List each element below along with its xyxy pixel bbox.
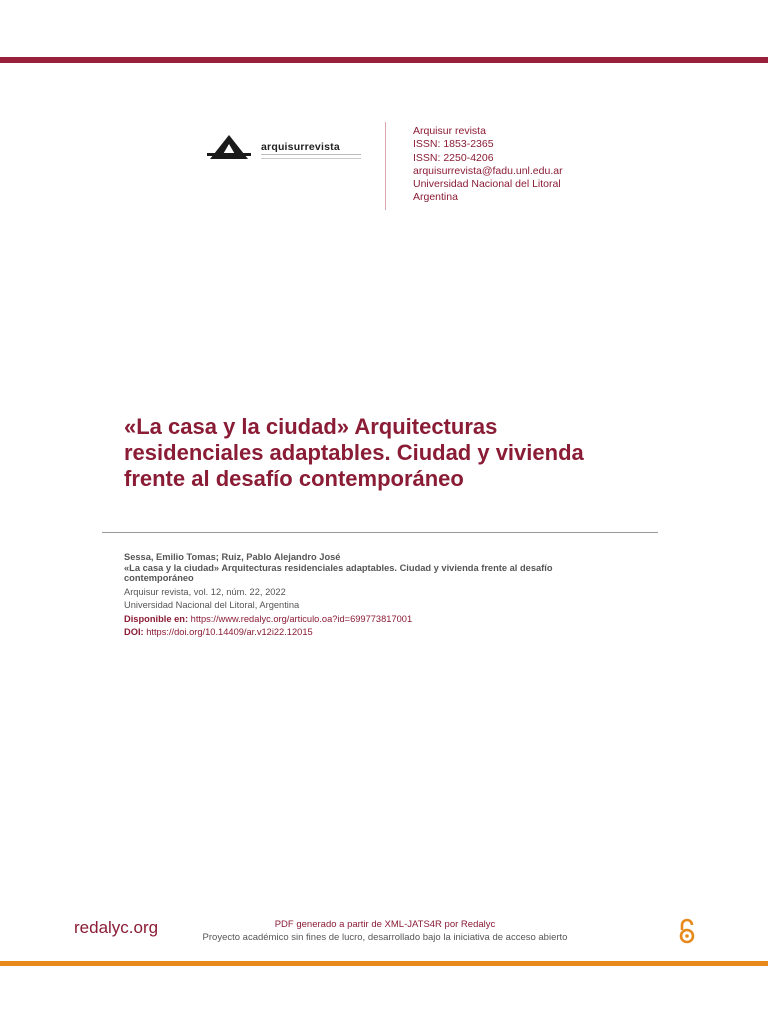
journal-logo-text: arquisurrevista: [261, 141, 340, 153]
journal-logo: [207, 134, 367, 164]
available-label: Disponible en:: [124, 613, 189, 624]
doi-label: DOI:: [124, 627, 144, 637]
journal-logo-underline: [261, 154, 361, 159]
header-divider: [385, 122, 386, 210]
citation-available: [124, 614, 614, 625]
citation-title: «La casa y la ciudad» Arquitecturas residenciales adaptables. Ciudad y vivienda frente al desafío contemporáneo: [124, 562, 553, 583]
title-divider: [102, 532, 658, 533]
citation-authors: Sessa, Emilio Tomas; Ruiz, Pablo Alejandro José: [124, 552, 341, 562]
open-access-lock-icon: [678, 918, 696, 944]
bottom-accent-bar: [0, 961, 768, 966]
footer-text: [180, 919, 590, 944]
footer-generated-by: PDF generado a partir de XML-JATS4R por Redalyc: [274, 919, 496, 930]
footer-project-note: Proyecto académico sin fines de lucro, desarrollado bajo la iniciativa de acceso abierto: [202, 931, 568, 943]
doi-link[interactable]: https://doi.org/10.14409/ar.v12i22.12015: [146, 627, 313, 637]
journal-name: Arquisur revista: [413, 125, 486, 137]
citation-block: [124, 552, 614, 638]
redalyc-logo-text: redalyc.org: [74, 918, 159, 937]
journal-info: [413, 125, 563, 205]
citation-doi: [124, 627, 614, 638]
citation-journal: Arquisur revista, vol. 12, núm. 22, 2022: [124, 586, 286, 597]
citation-institution: Universidad Nacional del Litoral, Argentina: [124, 600, 300, 610]
triangle-a-logo-icon: [207, 134, 251, 160]
journal-issn-online: ISSN: 2250-4206: [413, 151, 494, 164]
journal-email[interactable]: arquisurrevista@fadu.unl.edu.ar: [413, 164, 563, 177]
redalyc-logo: [74, 918, 166, 944]
journal-country: Argentina: [413, 191, 458, 204]
top-accent-bar: [0, 57, 768, 63]
article-title: «La casa y la ciudad» Arquitecturas residenciales adaptables. Ciudad y vivienda frente al desafío contemporáneo: [124, 414, 584, 491]
available-link[interactable]: https://www.redalyc.org/articulo.oa?id=699773817001: [190, 613, 413, 624]
journal-issn-print: ISSN: 1853-2365: [413, 138, 494, 151]
journal-university: Universidad Nacional del Litoral: [413, 178, 561, 191]
